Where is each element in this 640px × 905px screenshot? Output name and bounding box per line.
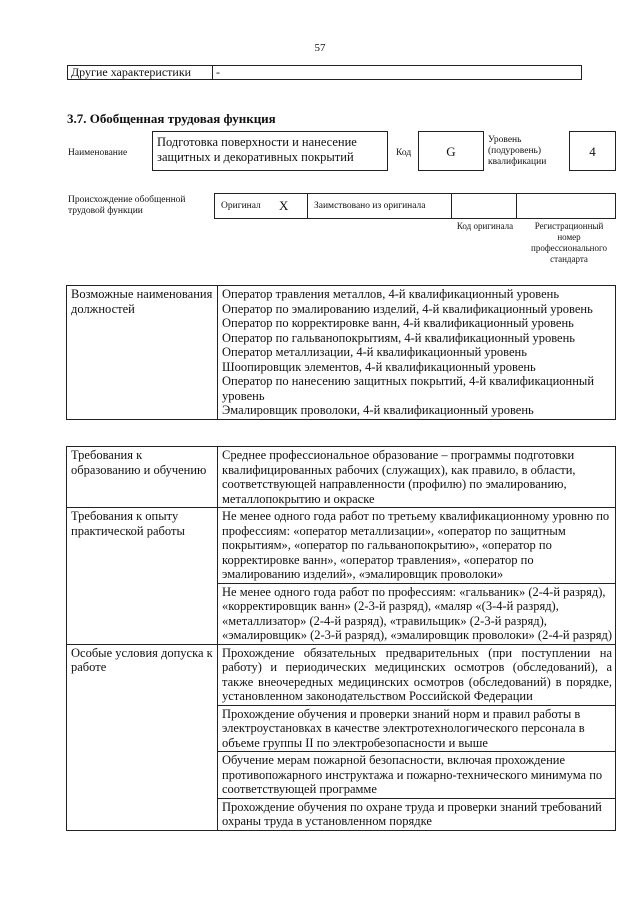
position-item: Эмалировщик проволоки, 4-й квалификационный уровень — [222, 403, 534, 417]
code-original-cell — [451, 194, 517, 218]
original-label: Оригинал — [221, 201, 261, 211]
position-item: Оператор по корректировке ванн, 4-й квалификационный уровень — [222, 316, 574, 330]
qualification-level-label: Уровень (подуровень) квалификации — [488, 135, 547, 167]
code-original-caption: Код оригинала — [456, 221, 514, 231]
education-requirements-value: Среднее профессиональное образование – программы подготовки квалифицированных рабочих (служащих), как правило, в области, соответствующей направленности (профилю) по эмалированию, металлопокрытию и окраске — [218, 447, 616, 508]
qualification-level-value: 4 — [569, 131, 616, 171]
special-conditions-value: Обучение мерам пожарной безопасности, включая прохождение противопожарного инструктажа и пожарно-технического минимума по соответствующей программе — [218, 752, 616, 799]
position-item: Оператор металлизации, 4-й квалификационный уровень — [222, 345, 527, 359]
education-requirements-label: Требования к образованию и обучению — [67, 447, 218, 508]
position-item: Оператор по гальванопокрытиям, 4-й квалификационный уровень — [222, 330, 575, 345]
name-label: Наименование — [68, 148, 128, 158]
function-name-value: Подготовка поверхности и нанесение защитных и декоративных покрытий — [152, 131, 388, 171]
origin-label: Происхождение обобщенной трудовой функции — [68, 195, 186, 216]
positions-table — [66, 285, 616, 420]
special-conditions-value: Прохождение обязательных предварительных (при поступлении на работу) и периодических медицинских осмотров (обследований), а также внеочередных медицинских осмотров (обследований) в порядке, установленном законодательством Российской Федерации — [218, 644, 616, 705]
special-conditions-value: Прохождение обучения по охране труда и проверки знаний требований охраны труда в установленном порядке — [218, 798, 616, 830]
code-label: Код — [396, 148, 412, 158]
special-conditions-value: Прохождение обучения и проверки знаний норм и правил работы в электроустановках в качестве электротехнологического персонала в объеме группы II по электробезопасности и выше — [218, 705, 616, 752]
position-item: Шоопировщик элементов, 4-й квалификационный уровень — [222, 359, 536, 374]
borrowed-label: Заимствовано из оригинала — [314, 201, 426, 211]
other-characteristics-table — [67, 65, 582, 80]
other-characteristics-label: Другие характеристики — [68, 66, 213, 80]
other-characteristics-value: - — [213, 66, 582, 80]
original-mark: X — [279, 198, 289, 213]
position-item: Оператор по эмалированию изделий, 4-й квалификационный уровень — [222, 301, 593, 316]
special-conditions-label: Особые условия допуска к работе — [67, 644, 218, 830]
page-number: 57 — [314, 42, 326, 54]
requirements-table — [66, 446, 616, 831]
position-item: Оператор по нанесению защитных покрытий, 4-й квалификационный уровень — [222, 374, 595, 403]
positions-label: Возможные наименования должностей — [67, 286, 218, 420]
original-cell — [215, 194, 308, 218]
registration-number-caption: Регистрационный номер профессионального стандарта — [531, 221, 607, 264]
code-value: G — [418, 131, 484, 171]
origin-box — [214, 193, 616, 219]
positions-list — [218, 286, 616, 420]
experience-requirements-value: Не менее одного года работ по профессиям: «гальваник» (2-4-й разряд), «корректировщик ванн» (2-3-й разряд), «маляр «(3-4-й разряд), «металлизатор» (2-4-й разряд), «травильщик» (2-3-й разряд), «эмалировщик» (2-3-й разряд), «эмалировщик проволоки» (2-4-й разряд) — [218, 583, 616, 644]
experience-requirements-value: Не менее одного года работ по третьему квалификационному уровню по профессиям: «оператор металлизации», «оператор по защитным покрытиям», «оператор по гальванопокрытию», «оператор по корректировке ванн», «оператор травления», «оператор по эмалированию изделий», «эмалировщик проволоки» — [218, 508, 616, 584]
position-item: Оператор травления металлов, 4-й квалификационный уровень — [222, 287, 560, 301]
section-title: 3.7. Обобщенная трудовая функция — [67, 111, 276, 126]
experience-requirements-label: Требования к опыту практической работы — [67, 508, 218, 645]
